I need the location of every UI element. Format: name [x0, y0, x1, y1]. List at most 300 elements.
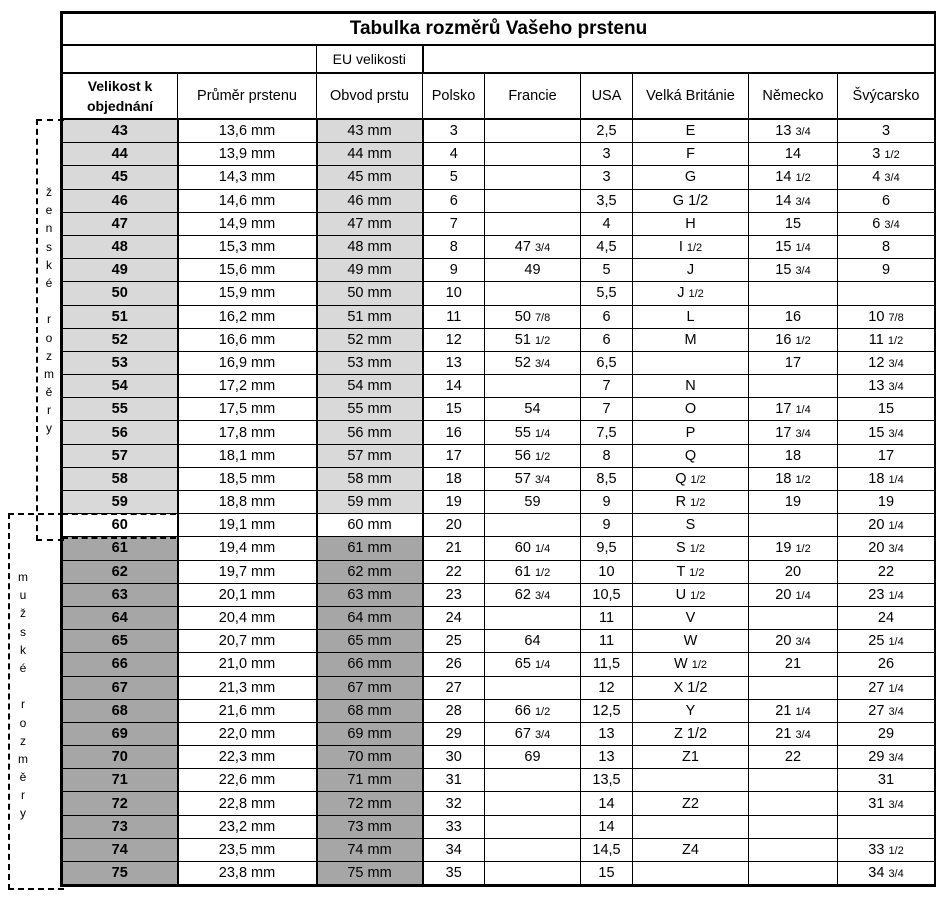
- diameter-cell: 14,3 mm: [178, 166, 317, 189]
- switzerland-cell: 29 3/4: [838, 746, 935, 769]
- diameter-cell: 13,9 mm: [178, 143, 317, 166]
- poland-cell: 3: [423, 119, 485, 143]
- diameter-cell: 20,1 mm: [178, 583, 317, 606]
- france-cell: [485, 375, 581, 398]
- germany-cell: [749, 606, 838, 629]
- table-row: [63, 583, 935, 606]
- uk-cell: P: [633, 421, 749, 444]
- size-cell: 74: [63, 838, 178, 861]
- switzerland-cell: 23 1/4: [838, 583, 935, 606]
- size-cell: 75: [63, 862, 178, 885]
- germany-cell: 18 1/2: [749, 467, 838, 490]
- usa-cell: 7: [581, 375, 633, 398]
- uk-cell: Z1: [633, 746, 749, 769]
- uk-cell: [633, 351, 749, 374]
- diameter-cell: 17,5 mm: [178, 398, 317, 421]
- size-cell: 43: [63, 119, 178, 143]
- germany-cell: 13 3/4: [749, 119, 838, 143]
- poland-cell: 23: [423, 583, 485, 606]
- usa-cell: 11: [581, 606, 633, 629]
- circumference-cell: 63 mm: [317, 583, 423, 606]
- poland-cell: 34: [423, 838, 485, 861]
- circumference-cell: 75 mm: [317, 862, 423, 885]
- header-usa: USA: [581, 73, 633, 119]
- germany-cell: [749, 676, 838, 699]
- diameter-cell: 16,2 mm: [178, 305, 317, 328]
- diameter-cell: 23,8 mm: [178, 862, 317, 885]
- size-cell: 63: [63, 583, 178, 606]
- germany-cell: 21 1/4: [749, 699, 838, 722]
- switzerland-cell: 20 1/4: [838, 514, 935, 537]
- germany-cell: 16 1/2: [749, 328, 838, 351]
- germany-cell: 19 1/2: [749, 537, 838, 560]
- germany-cell: 17 1/4: [749, 398, 838, 421]
- poland-cell: 30: [423, 746, 485, 769]
- germany-cell: 15: [749, 212, 838, 235]
- table-row: [63, 722, 935, 745]
- germany-cell: 14 1/2: [749, 166, 838, 189]
- table-row: [63, 467, 935, 490]
- uk-cell: J: [633, 259, 749, 282]
- switzerland-cell: 20 3/4: [838, 537, 935, 560]
- size-cell: 69: [63, 722, 178, 745]
- circumference-cell: 65 mm: [317, 630, 423, 653]
- size-cell: 52: [63, 328, 178, 351]
- table-row: [63, 305, 935, 328]
- uk-cell: M: [633, 328, 749, 351]
- poland-cell: 25: [423, 630, 485, 653]
- france-cell: [485, 143, 581, 166]
- table-row: [63, 491, 935, 514]
- france-cell: 62 3/4: [485, 583, 581, 606]
- france-cell: 50 7/8: [485, 305, 581, 328]
- switzerland-cell: 31: [838, 769, 935, 792]
- france-cell: [485, 606, 581, 629]
- france-cell: 67 3/4: [485, 722, 581, 745]
- table-row: [63, 699, 935, 722]
- size-cell: 46: [63, 189, 178, 212]
- header-poland: Polsko: [423, 73, 485, 119]
- france-cell: 64: [485, 630, 581, 653]
- france-cell: [485, 514, 581, 537]
- usa-cell: 4,5: [581, 235, 633, 258]
- france-cell: [485, 862, 581, 885]
- circumference-cell: 58 mm: [317, 467, 423, 490]
- size-cell: 45: [63, 166, 178, 189]
- poland-cell: 4: [423, 143, 485, 166]
- switzerland-cell: 17: [838, 444, 935, 467]
- switzerland-cell: 31 3/4: [838, 792, 935, 815]
- usa-cell: 8: [581, 444, 633, 467]
- circumference-cell: 43 mm: [317, 119, 423, 143]
- size-cell: 49: [63, 259, 178, 282]
- usa-cell: 3: [581, 166, 633, 189]
- poland-cell: 17: [423, 444, 485, 467]
- circumference-cell: 68 mm: [317, 699, 423, 722]
- table-row: [63, 862, 935, 885]
- germany-cell: [749, 838, 838, 861]
- poland-cell: 7: [423, 212, 485, 235]
- france-cell: [485, 769, 581, 792]
- diameter-cell: 20,4 mm: [178, 606, 317, 629]
- circumference-cell: 60 mm: [317, 514, 423, 537]
- table-row: [63, 838, 935, 861]
- circumference-cell: 55 mm: [317, 398, 423, 421]
- germany-cell: [749, 862, 838, 885]
- poland-cell: 35: [423, 862, 485, 885]
- uk-cell: Q 1/2: [633, 467, 749, 490]
- table-row: [63, 815, 935, 838]
- diameter-cell: 15,9 mm: [178, 282, 317, 305]
- size-cell: 44: [63, 143, 178, 166]
- diameter-cell: 21,3 mm: [178, 676, 317, 699]
- france-cell: [485, 212, 581, 235]
- header-size: [63, 73, 178, 119]
- switzerland-cell: 3 1/2: [838, 143, 935, 166]
- circumference-cell: 45 mm: [317, 166, 423, 189]
- table-row: [63, 606, 935, 629]
- switzerland-cell: 29: [838, 722, 935, 745]
- france-cell: 66 1/2: [485, 699, 581, 722]
- table-row: [63, 769, 935, 792]
- poland-cell: 31: [423, 769, 485, 792]
- size-cell: 56: [63, 421, 178, 444]
- france-cell: 69: [485, 746, 581, 769]
- usa-cell: 6,5: [581, 351, 633, 374]
- usa-cell: 11,5: [581, 653, 633, 676]
- uk-cell: R 1/2: [633, 491, 749, 514]
- germany-cell: 21: [749, 653, 838, 676]
- eu-blank-left: [63, 45, 317, 73]
- usa-cell: 12,5: [581, 699, 633, 722]
- circumference-cell: 57 mm: [317, 444, 423, 467]
- circumference-cell: 53 mm: [317, 351, 423, 374]
- size-cell: 48: [63, 235, 178, 258]
- usa-cell: 7: [581, 398, 633, 421]
- circumference-cell: 52 mm: [317, 328, 423, 351]
- header-france: Francie: [485, 73, 581, 119]
- uk-cell: Z2: [633, 792, 749, 815]
- diameter-cell: 19,1 mm: [178, 514, 317, 537]
- size-cell: 72: [63, 792, 178, 815]
- women-sizes-label: ž e n s k é r o z m ě r y: [44, 185, 54, 436]
- header-size-line1: Velikost k: [87, 78, 153, 94]
- uk-cell: V: [633, 606, 749, 629]
- diameter-cell: 21,0 mm: [178, 653, 317, 676]
- size-cell: 71: [63, 769, 178, 792]
- circumference-cell: 62 mm: [317, 560, 423, 583]
- france-cell: [485, 838, 581, 861]
- table-row: [63, 375, 935, 398]
- france-cell: [485, 792, 581, 815]
- switzerland-cell: 12 3/4: [838, 351, 935, 374]
- switzerland-cell: 15 3/4: [838, 421, 935, 444]
- size-cell: 61: [63, 537, 178, 560]
- usa-cell: 3,5: [581, 189, 633, 212]
- poland-cell: 10: [423, 282, 485, 305]
- switzerland-cell: 19: [838, 491, 935, 514]
- uk-cell: L: [633, 305, 749, 328]
- diameter-cell: 16,9 mm: [178, 351, 317, 374]
- header-circumference: Obvod prstu: [317, 73, 423, 119]
- size-cell: 64: [63, 606, 178, 629]
- header-germany: Německo: [749, 73, 838, 119]
- size-cell: 57: [63, 444, 178, 467]
- poland-cell: 12: [423, 328, 485, 351]
- uk-cell: F: [633, 143, 749, 166]
- table-title: Tabulka rozměrů Vašeho prstenu: [63, 14, 935, 46]
- germany-cell: [749, 769, 838, 792]
- poland-cell: 28: [423, 699, 485, 722]
- poland-cell: 15: [423, 398, 485, 421]
- germany-cell: 17: [749, 351, 838, 374]
- poland-cell: 29: [423, 722, 485, 745]
- poland-cell: 11: [423, 305, 485, 328]
- france-cell: 61 1/2: [485, 560, 581, 583]
- table-row: [63, 630, 935, 653]
- diameter-cell: 14,6 mm: [178, 189, 317, 212]
- uk-cell: O: [633, 398, 749, 421]
- germany-cell: 19: [749, 491, 838, 514]
- usa-cell: 2,5: [581, 119, 633, 143]
- diameter-cell: 15,6 mm: [178, 259, 317, 282]
- diameter-cell: 19,7 mm: [178, 560, 317, 583]
- table-row: [63, 560, 935, 583]
- usa-cell: 14: [581, 815, 633, 838]
- men-bracket-top: [62, 513, 176, 515]
- uk-cell: S: [633, 514, 749, 537]
- usa-cell: 4: [581, 212, 633, 235]
- usa-cell: 3: [581, 143, 633, 166]
- france-cell: [485, 166, 581, 189]
- uk-cell: E: [633, 119, 749, 143]
- diameter-cell: 19,4 mm: [178, 537, 317, 560]
- table-row: [63, 259, 935, 282]
- size-cell: 70: [63, 746, 178, 769]
- header-size-line2: objednání: [86, 98, 154, 114]
- usa-cell: 6: [581, 305, 633, 328]
- size-cell: 68: [63, 699, 178, 722]
- circumference-cell: 61 mm: [317, 537, 423, 560]
- size-cell: 55: [63, 398, 178, 421]
- header-switzerland: Švýcarsko: [838, 73, 935, 119]
- switzerland-cell: 18 1/4: [838, 467, 935, 490]
- poland-cell: 9: [423, 259, 485, 282]
- usa-cell: 13,5: [581, 769, 633, 792]
- germany-cell: 22: [749, 746, 838, 769]
- germany-cell: 14 3/4: [749, 189, 838, 212]
- uk-cell: J 1/2: [633, 282, 749, 305]
- usa-cell: 5,5: [581, 282, 633, 305]
- diameter-cell: 17,2 mm: [178, 375, 317, 398]
- diameter-cell: 18,8 mm: [178, 491, 317, 514]
- diameter-cell: 22,8 mm: [178, 792, 317, 815]
- germany-cell: 18: [749, 444, 838, 467]
- diameter-cell: 15,3 mm: [178, 235, 317, 258]
- germany-cell: 17 3/4: [749, 421, 838, 444]
- circumference-cell: 50 mm: [317, 282, 423, 305]
- size-cell: 65: [63, 630, 178, 653]
- germany-cell: [749, 375, 838, 398]
- germany-cell: [749, 815, 838, 838]
- circumference-cell: 73 mm: [317, 815, 423, 838]
- usa-cell: 9,5: [581, 537, 633, 560]
- circumference-cell: 59 mm: [317, 491, 423, 514]
- usa-cell: 9: [581, 491, 633, 514]
- circumference-cell: 56 mm: [317, 421, 423, 444]
- diameter-cell: 18,5 mm: [178, 467, 317, 490]
- switzerland-cell: 15: [838, 398, 935, 421]
- france-cell: 60 1/4: [485, 537, 581, 560]
- table-row: [63, 143, 935, 166]
- uk-cell: I 1/2: [633, 235, 749, 258]
- germany-cell: [749, 514, 838, 537]
- circumference-cell: 48 mm: [317, 235, 423, 258]
- usa-cell: 8,5: [581, 467, 633, 490]
- size-cell: 60: [63, 514, 178, 537]
- uk-cell: W: [633, 630, 749, 653]
- diameter-cell: 18,1 mm: [178, 444, 317, 467]
- poland-cell: 16: [423, 421, 485, 444]
- switzerland-cell: 22: [838, 560, 935, 583]
- usa-cell: 9: [581, 514, 633, 537]
- usa-cell: 13: [581, 722, 633, 745]
- france-cell: 56 1/2: [485, 444, 581, 467]
- uk-cell: W 1/2: [633, 653, 749, 676]
- table-row: [63, 444, 935, 467]
- germany-cell: 14: [749, 143, 838, 166]
- poland-cell: 14: [423, 375, 485, 398]
- table-row: [63, 189, 935, 212]
- poland-cell: 18: [423, 467, 485, 490]
- switzerland-cell: 8: [838, 235, 935, 258]
- table-row: [63, 282, 935, 305]
- usa-cell: 13: [581, 746, 633, 769]
- uk-cell: [633, 862, 749, 885]
- uk-cell: Q: [633, 444, 749, 467]
- germany-cell: 16: [749, 305, 838, 328]
- germany-cell: 20 1/4: [749, 583, 838, 606]
- circumference-cell: 69 mm: [317, 722, 423, 745]
- poland-cell: 27: [423, 676, 485, 699]
- uk-cell: N: [633, 375, 749, 398]
- poland-cell: 32: [423, 792, 485, 815]
- size-cell: 59: [63, 491, 178, 514]
- diameter-cell: 23,5 mm: [178, 838, 317, 861]
- france-cell: 55 1/4: [485, 421, 581, 444]
- usa-cell: 10,5: [581, 583, 633, 606]
- circumference-cell: 67 mm: [317, 676, 423, 699]
- women-bracket-bottom: [62, 537, 176, 539]
- diameter-cell: 16,6 mm: [178, 328, 317, 351]
- germany-cell: [749, 792, 838, 815]
- france-cell: 57 3/4: [485, 467, 581, 490]
- uk-cell: H: [633, 212, 749, 235]
- uk-cell: G 1/2: [633, 189, 749, 212]
- table-row: [63, 421, 935, 444]
- diameter-cell: 23,2 mm: [178, 815, 317, 838]
- diameter-cell: 20,7 mm: [178, 630, 317, 653]
- table-row: [63, 235, 935, 258]
- usa-cell: 10: [581, 560, 633, 583]
- header-uk: Velká Británie: [633, 73, 749, 119]
- diameter-cell: 22,3 mm: [178, 746, 317, 769]
- switzerland-cell: [838, 815, 935, 838]
- france-cell: [485, 189, 581, 212]
- diameter-cell: 22,0 mm: [178, 722, 317, 745]
- table-row: [63, 514, 935, 537]
- germany-cell: 20: [749, 560, 838, 583]
- usa-cell: 5: [581, 259, 633, 282]
- circumference-cell: 47 mm: [317, 212, 423, 235]
- switzerland-cell: 9: [838, 259, 935, 282]
- usa-cell: 7,5: [581, 421, 633, 444]
- uk-cell: G: [633, 166, 749, 189]
- poland-cell: 6: [423, 189, 485, 212]
- circumference-cell: 44 mm: [317, 143, 423, 166]
- table-row: [63, 792, 935, 815]
- switzerland-cell: 27 3/4: [838, 699, 935, 722]
- eu-sizes-label: EU velikosti: [317, 45, 423, 73]
- switzerland-cell: 27 1/4: [838, 676, 935, 699]
- circumference-cell: 54 mm: [317, 375, 423, 398]
- uk-cell: S 1/2: [633, 537, 749, 560]
- france-cell: 49: [485, 259, 581, 282]
- size-cell: 53: [63, 351, 178, 374]
- poland-cell: 5: [423, 166, 485, 189]
- switzerland-cell: 6: [838, 189, 935, 212]
- switzerland-cell: 4 3/4: [838, 166, 935, 189]
- germany-cell: 20 3/4: [749, 630, 838, 653]
- poland-cell: 8: [423, 235, 485, 258]
- poland-cell: 33: [423, 815, 485, 838]
- france-cell: 52 3/4: [485, 351, 581, 374]
- switzerland-cell: 6 3/4: [838, 212, 935, 235]
- poland-cell: 22: [423, 560, 485, 583]
- france-cell: 47 3/4: [485, 235, 581, 258]
- uk-cell: U 1/2: [633, 583, 749, 606]
- switzerland-cell: [838, 282, 935, 305]
- usa-cell: 14,5: [581, 838, 633, 861]
- france-cell: 51 1/2: [485, 328, 581, 351]
- table-row: [63, 351, 935, 374]
- france-cell: 54: [485, 398, 581, 421]
- circumference-cell: 70 mm: [317, 746, 423, 769]
- table-row: [63, 328, 935, 351]
- poland-cell: 13: [423, 351, 485, 374]
- poland-cell: 26: [423, 653, 485, 676]
- poland-cell: 24: [423, 606, 485, 629]
- table-row: [63, 212, 935, 235]
- circumference-cell: 74 mm: [317, 838, 423, 861]
- usa-cell: 14: [581, 792, 633, 815]
- circumference-cell: 51 mm: [317, 305, 423, 328]
- diameter-cell: 13,6 mm: [178, 119, 317, 143]
- france-cell: [485, 676, 581, 699]
- diameter-cell: 17,8 mm: [178, 421, 317, 444]
- germany-cell: 15 3/4: [749, 259, 838, 282]
- uk-cell: [633, 769, 749, 792]
- table-row: [63, 398, 935, 421]
- switzerland-cell: 13 3/4: [838, 375, 935, 398]
- usa-cell: 6: [581, 328, 633, 351]
- circumference-cell: 64 mm: [317, 606, 423, 629]
- uk-cell: X 1/2: [633, 676, 749, 699]
- france-cell: [485, 119, 581, 143]
- poland-cell: 20: [423, 514, 485, 537]
- germany-cell: 15 1/4: [749, 235, 838, 258]
- poland-cell: 21: [423, 537, 485, 560]
